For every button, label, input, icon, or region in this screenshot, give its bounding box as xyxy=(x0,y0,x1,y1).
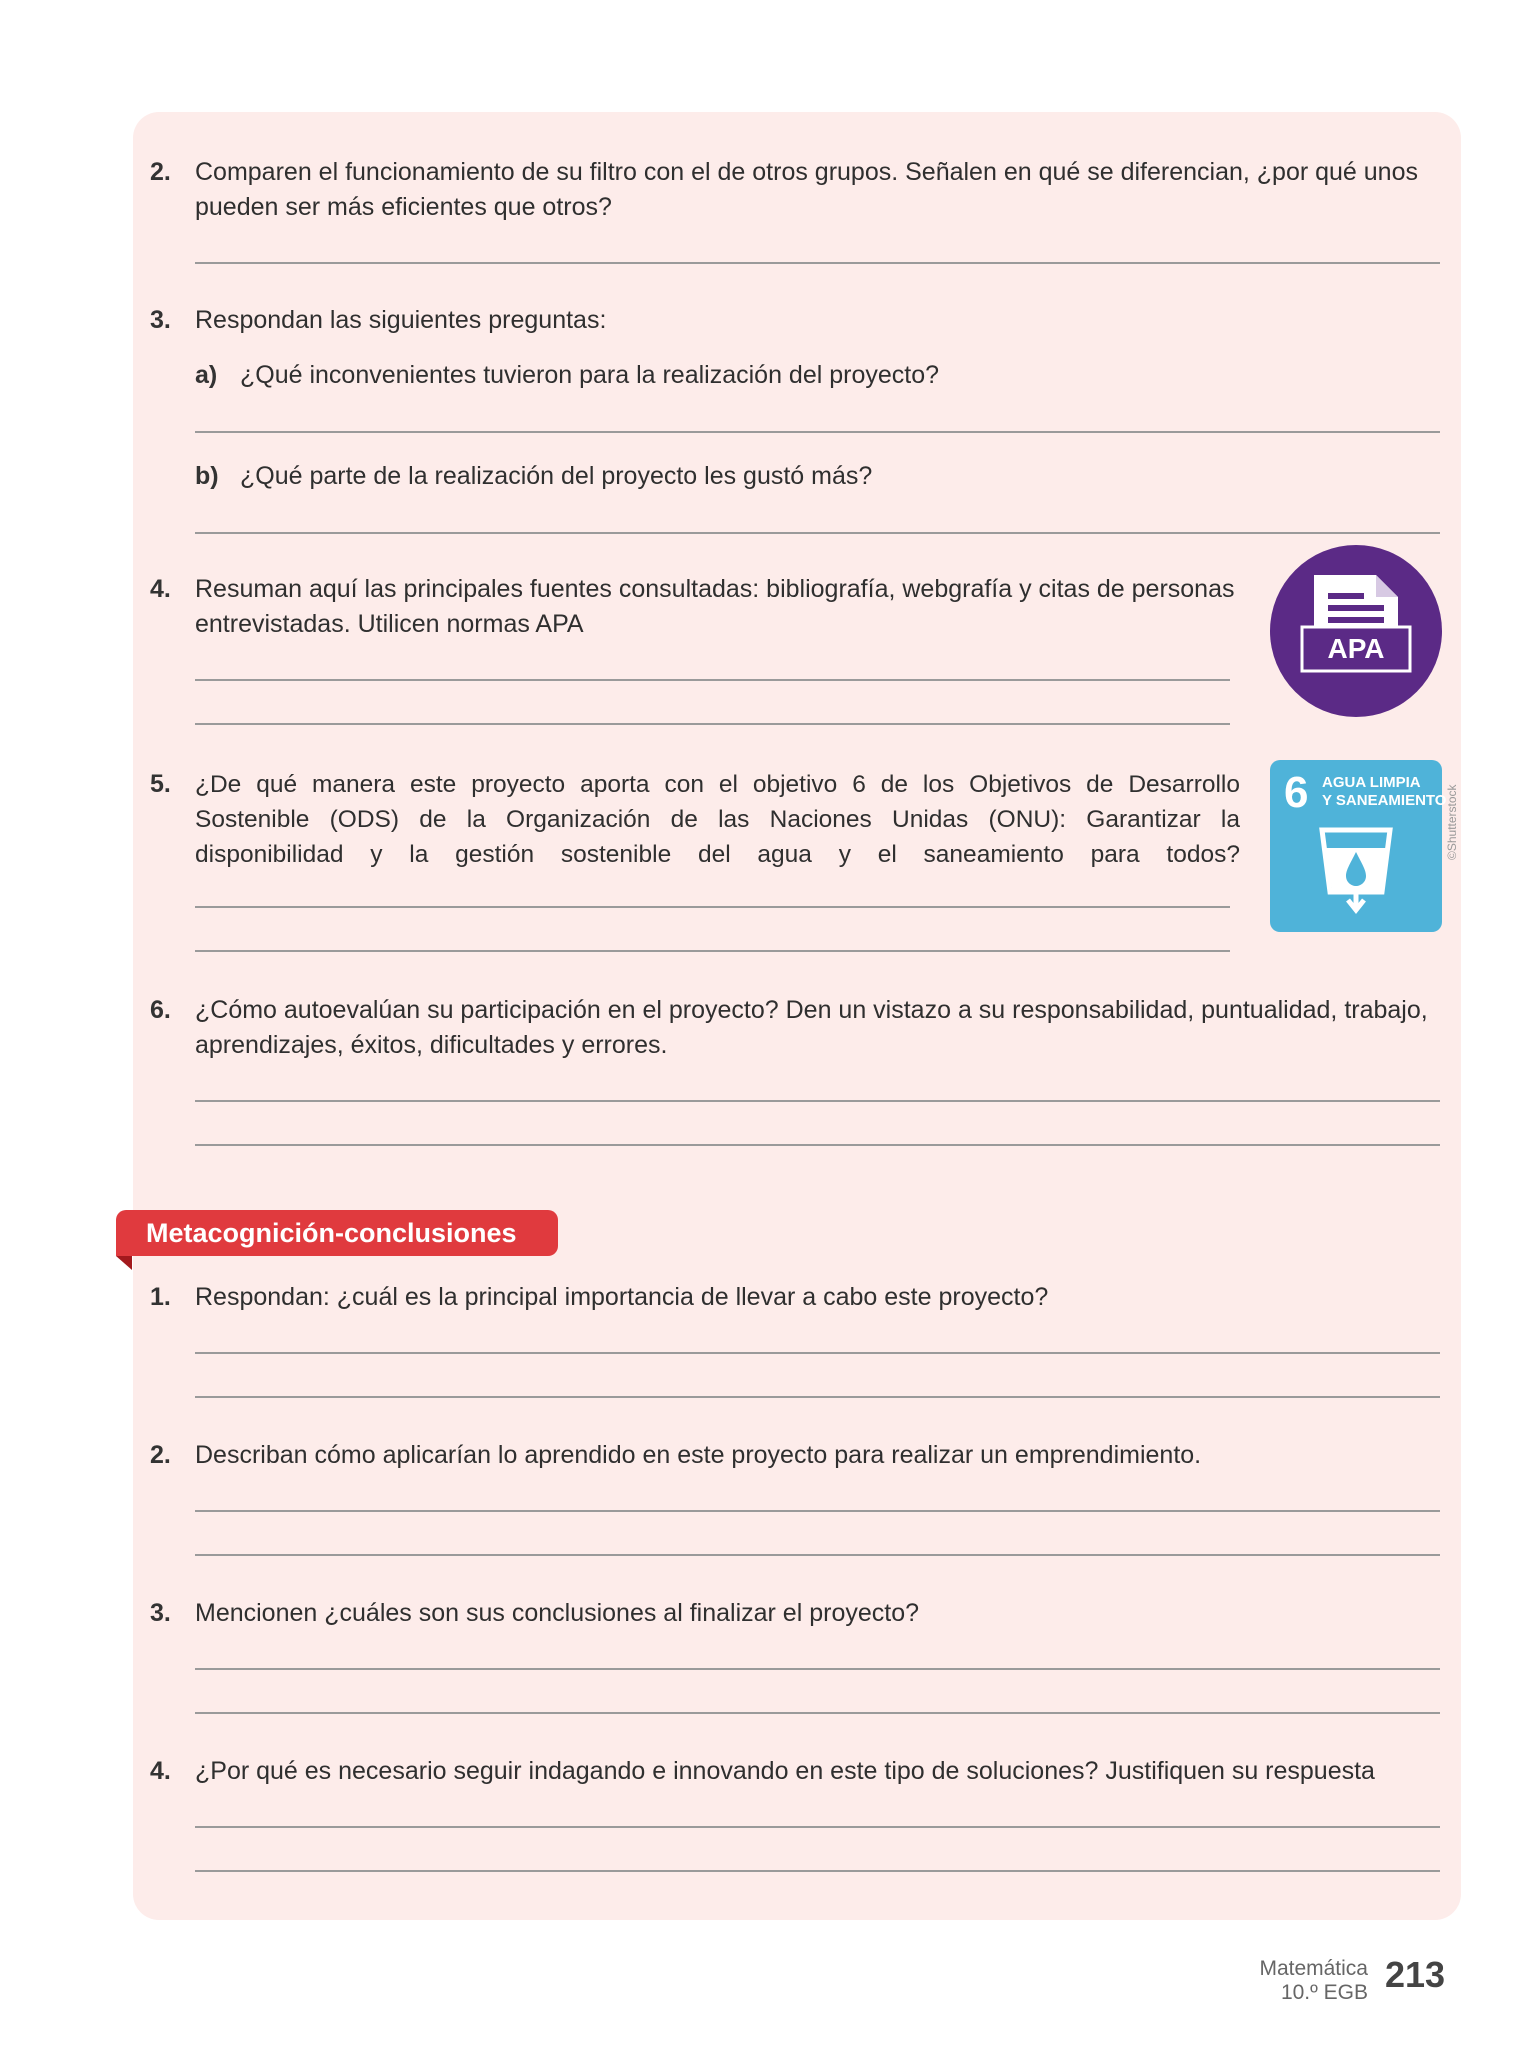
question-text: Describan cómo aplicarían lo aprendido en este proyecto para realizar un emprendimiento. xyxy=(195,1441,1202,1469)
answer-line[interactable] xyxy=(195,1396,1440,1398)
answer-line[interactable] xyxy=(195,262,1440,264)
question-number: 6. xyxy=(150,996,171,1024)
apa-document-icon xyxy=(1270,545,1442,717)
answer-line[interactable] xyxy=(195,1826,1440,1828)
photo-credit: ©Shutterstock xyxy=(1445,784,1459,860)
question-number: 3. xyxy=(150,306,171,334)
answer-line[interactable] xyxy=(195,906,1230,908)
answer-line[interactable] xyxy=(195,1554,1440,1556)
question-number: 3. xyxy=(150,1599,171,1627)
apa-label: APA xyxy=(1327,633,1385,664)
question-number: 1. xyxy=(150,1283,171,1311)
answer-line[interactable] xyxy=(195,1100,1440,1102)
sdg-title-line1: AGUA LIMPIA xyxy=(1322,774,1421,791)
answer-line[interactable] xyxy=(195,950,1230,952)
answer-line[interactable] xyxy=(195,723,1230,725)
answer-line[interactable] xyxy=(195,1712,1440,1714)
subquestion-text: ¿Qué parte de la realización del proyecto les gustó más? xyxy=(240,462,873,490)
sdg-title-line2: Y SANEAMIENTO xyxy=(1322,792,1447,809)
sdg6-clean-water-icon xyxy=(1270,760,1447,932)
answer-line[interactable] xyxy=(195,532,1440,534)
section-tab-fold xyxy=(116,1256,132,1270)
answer-line[interactable] xyxy=(195,431,1440,433)
footer-subject: Matemática xyxy=(1259,1957,1368,1980)
answer-line[interactable] xyxy=(195,1144,1440,1146)
answer-line[interactable] xyxy=(195,679,1230,681)
question-number: 4. xyxy=(150,575,171,603)
page-number: 213 xyxy=(1385,1954,1446,1995)
question-number: 5. xyxy=(150,770,171,798)
subquestion-label: b) xyxy=(195,462,219,490)
question-number: 2. xyxy=(150,158,171,186)
question-text: ¿Cómo autoevalúan su participación en el proyecto? Den un vistazo a su responsabilidad, puntualidad, trabajo, aprendizajes, éxitos, dificultades y errores. xyxy=(195,996,1428,1059)
question-number: 4. xyxy=(150,1757,171,1785)
answer-line[interactable] xyxy=(195,1510,1440,1512)
answer-line[interactable] xyxy=(195,1352,1440,1354)
answer-line[interactable] xyxy=(195,1668,1440,1670)
answer-line[interactable] xyxy=(195,1870,1440,1872)
question-text: Respondan: ¿cuál es la principal importancia de llevar a cabo este proyecto? xyxy=(195,1283,1049,1311)
footer-grade: 10.º EGB xyxy=(1280,1981,1368,2004)
question-number: 2. xyxy=(150,1441,171,1469)
subquestion-text: ¿Qué inconvenientes tuvieron para la realización del proyecto? xyxy=(240,361,940,389)
question-text: ¿De qué manera este proyecto aporta con el objetivo 6 de los Objetivos de Desarrollo Sostenible (ODS) de la Organización de las Naciones Unidas (ONU): Garantizar la disponibilidad y la gestión sostenible del agua y el saneamiento para todos? xyxy=(195,771,1240,868)
question-text: Respondan las siguientes preguntas: xyxy=(195,306,607,334)
section-title: Metacognición-conclusiones xyxy=(116,1210,558,1256)
question-text: Mencionen ¿cuáles son sus conclusiones al finalizar el proyecto? xyxy=(195,1599,919,1627)
question-text: ¿Por qué es necesario seguir indagando e innovando en este tipo de soluciones? Justifiquen su respuesta xyxy=(195,1757,1375,1785)
subquestion-label: a) xyxy=(195,361,218,389)
question-text: Comparen el funcionamiento de su filtro con el de otros grupos. Señalen en qué se diferencian, ¿por qué unos pueden ser más eficientes que otros? xyxy=(195,158,1418,221)
question-text: Resuman aquí las principales fuentes consultadas: bibliografía, webgrafía y citas de personas entrevistadas. Utilicen normas APA xyxy=(195,575,1235,638)
sdg-number: 6 xyxy=(1284,768,1309,817)
